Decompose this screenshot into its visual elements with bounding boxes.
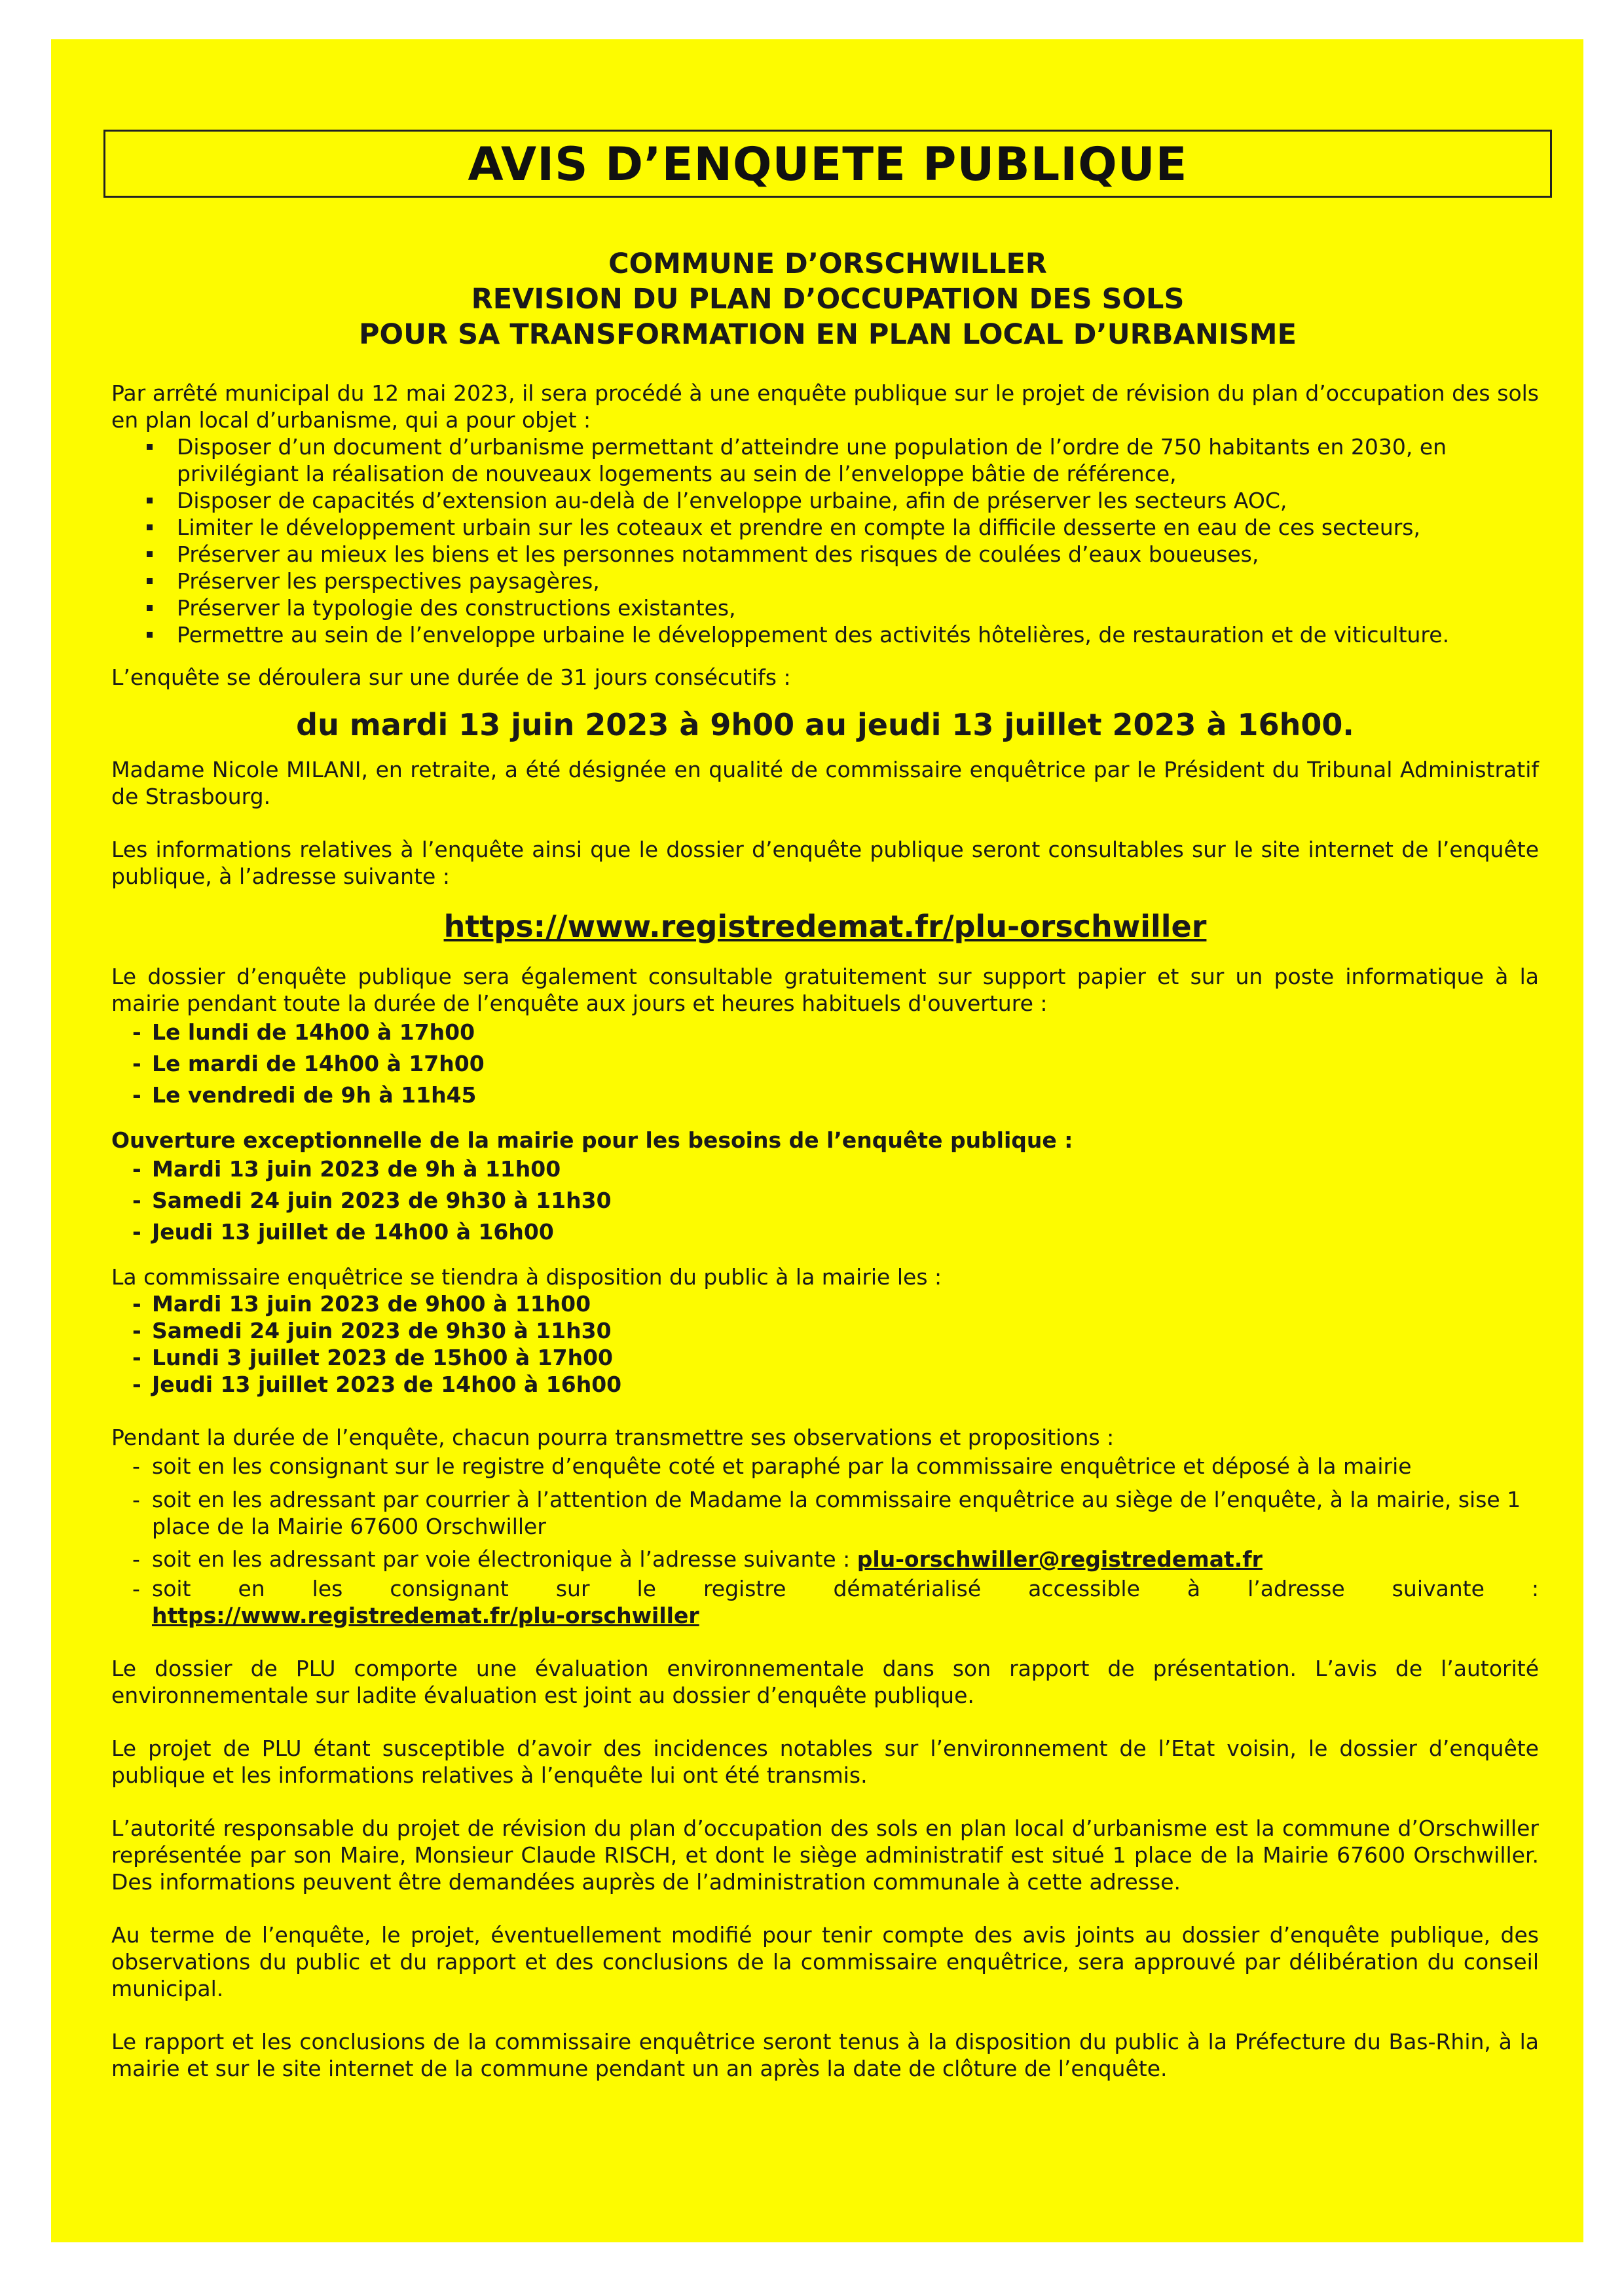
permanence-item: - Mardi 13 juin 2023 de 9h00 à 11h00	[152, 1290, 1539, 1317]
info-paragraph: Les informations relatives à l’enquête ainsi que le dossier d’enquête publique seront consultables sur le site internet de l’enquête publique, à l’adresse suivante :	[111, 837, 1539, 889]
notice-body	[111, 380, 1539, 2082]
exceptional-hours-item: - Samedi 24 juin 2023 de 9h30 à 11h30	[152, 1185, 1539, 1216]
objective-item: Préserver au mieux les biens et les personnes notamment des risques de coulées d’eaux boueuses,	[177, 541, 1539, 568]
notice-sheet	[51, 39, 1583, 2242]
exceptional-title: Ouverture exceptionnelle de la mairie pour les besoins de l’enquête publique :	[111, 1127, 1073, 1153]
heading-line-2: REVISION DU PLAN D’OCCUPATION DES SOLS	[471, 283, 1185, 316]
register-link[interactable]: https://www.registredemat.fr/plu-orschwiller	[152, 1603, 699, 1628]
objective-item: Préserver la typologie des constructions existantes,	[177, 594, 1539, 621]
enquiry-dates: du mardi 13 juin 2023 à 9h00 au jeudi 13 juillet 2023 à 16h00.	[296, 707, 1354, 742]
paper-paragraph: Le dossier d’enquête publique sera également consultable gratuitement sur support papier et sur un poste informatique à la mairie pendant toute la durée de l’enquête aux jours et heures habituels d'ouverture :	[111, 964, 1539, 1016]
commissioner-paragraph: Madame Nicole MILANI, en retraite, a été désignée en qualité de commissaire enquêtrice par le Président du Tribunal Administratif de Strasbourg.	[111, 757, 1539, 809]
intro-paragraph: Par arrêté municipal du 12 mai 2023, il sera procédé à une enquête publique sur le projet de révision du plan d’occupation des sols en plan local d’urbanisme, qui a pour objet :	[111, 380, 1539, 433]
email-link[interactable]: plu-orschwiller@registredemat.fr	[857, 1546, 1263, 1572]
observation-register-label: - soit en les consignant sur le registre dématérialisé accessible à l’adresse suivante :	[152, 1576, 1539, 1601]
observation-item: - soit en les consignant sur le registre d’enquête coté et paraphé par la commissaire enquêtrice et déposé à la mairie	[152, 1451, 1539, 1482]
commune-heading	[103, 246, 1552, 352]
observation-item	[152, 1544, 1539, 1575]
approval-paragraph: Au terme de l’enquête, le projet, éventuellement modifié pour tenir compte des avis joints au dossier d’enquête publique, des observations du public et du rapport et des conclusions de la commissaire enquêtrice, sera approuvé par délibération du conseil municipal.	[111, 1922, 1539, 2001]
exceptional-hours-item: - Jeudi 13 juillet de 14h00 à 16h00	[152, 1216, 1539, 1248]
heading-line-1: COMMUNE D’ORSCHWILLER	[608, 247, 1047, 280]
neighbour-state-paragraph: Le projet de PLU étant susceptible d’avoir des incidences notables sur l’environnement de l’Etat voisin, le dossier d’enquête publique et les informations relatives à l’enquête lui ont été transmis.	[111, 1736, 1539, 1788]
duration-paragraph: L’enquête se déroulera sur une durée de 31 jours consécutifs :	[111, 665, 791, 690]
permanence-item: - Jeudi 13 juillet 2023 de 14h00 à 16h00	[152, 1371, 1539, 1398]
environment-paragraph: Le dossier de PLU comporte une évaluation environnementale dans son rapport de présentation. L’avis de l’autorité environnementale sur ladite évaluation est joint au dossier d’enquête publique.	[111, 1656, 1539, 1708]
title-box	[103, 130, 1552, 198]
opening-hours-list	[111, 1017, 1539, 1111]
observation-email-label: soit en les adressant par voie électronique à l’adresse suivante :	[152, 1546, 857, 1572]
exceptional-hours-list	[111, 1154, 1539, 1248]
objective-item: Limiter le développement urbain sur les coteaux et prendre en compte la difficile desserte en eau de ces secteurs,	[177, 514, 1539, 541]
notice-title: AVIS D’ENQUETE PUBLIQUE	[468, 137, 1188, 191]
observations-list	[111, 1451, 1539, 1629]
objective-item: Permettre au sein de l’enveloppe urbaine le développement des activités hôtelières, de restauration et de viticulture.	[177, 621, 1539, 648]
opening-hours-item: - Le mardi de 14h00 à 17h00	[152, 1048, 1539, 1080]
objective-item: Préserver les perspectives paysagères,	[177, 568, 1539, 594]
permanences-list	[111, 1290, 1539, 1398]
opening-hours-item: - Le lundi de 14h00 à 17h00	[152, 1017, 1539, 1048]
opening-hours-item: - Le vendredi de 9h à 11h45	[152, 1080, 1539, 1111]
permanence-item: - Samedi 24 juin 2023 de 9h30 à 11h30	[152, 1317, 1539, 1344]
observations-paragraph: Pendant la durée de l’enquête, chacun pourra transmettre ses observations et propositions :	[111, 1425, 1115, 1450]
objective-item: Disposer de capacités d’extension au-delà de l’enveloppe urbaine, afin de préserver les secteurs AOC,	[177, 487, 1539, 514]
heading-line-3: POUR SA TRANSFORMATION EN PLAN LOCAL D’URBANISME	[359, 318, 1297, 351]
permanence-paragraph: La commissaire enquêtrice se tiendra à disposition du public à la mairie les :	[111, 1264, 942, 1290]
objective-item: Disposer d’un document d’urbanisme permettant d’atteindre une population de l’ordre de 750 habitants en 2030, en privilégiant la réalisation de nouveaux logements au sein de l’enveloppe bâtie de référence,	[177, 433, 1539, 487]
report-paragraph: Le rapport et les conclusions de la commissaire enquêtrice seront tenus à la disposition du public à la Préfecture du Bas-Rhin, à la mairie et sur le site internet de la commune pendant un an après la date de clôture de l’enquête.	[111, 2029, 1539, 2081]
exceptional-hours-item: - Mardi 13 juin 2023 de 9h à 11h00	[152, 1154, 1539, 1185]
authority-paragraph: L’autorité responsable du projet de révision du plan d’occupation des sols en plan local d’urbanisme est la commune d’Orschwiller représentée par son Maire, Monsieur Claude RISCH, et dont le siège administratif est situé 1 place de la Mairie 67600 Orschwiller. Des informations peuvent être demandées auprès de l’administration communale à cette adresse.	[111, 1815, 1539, 1895]
observation-item: - soit en les adressant par courrier à l’attention de Madame la commissaire enquêtrice au siège de l’enquête, à la mairie, sise 1 place de la Mairie 67600 Orschwiller	[152, 1486, 1539, 1540]
objectives-list	[111, 433, 1539, 648]
website-link[interactable]: https://www.registredemat.fr/plu-orschwiller	[443, 909, 1207, 944]
permanence-item: - Lundi 3 juillet 2023 de 15h00 à 17h00	[152, 1344, 1539, 1371]
observation-item	[152, 1575, 1539, 1629]
